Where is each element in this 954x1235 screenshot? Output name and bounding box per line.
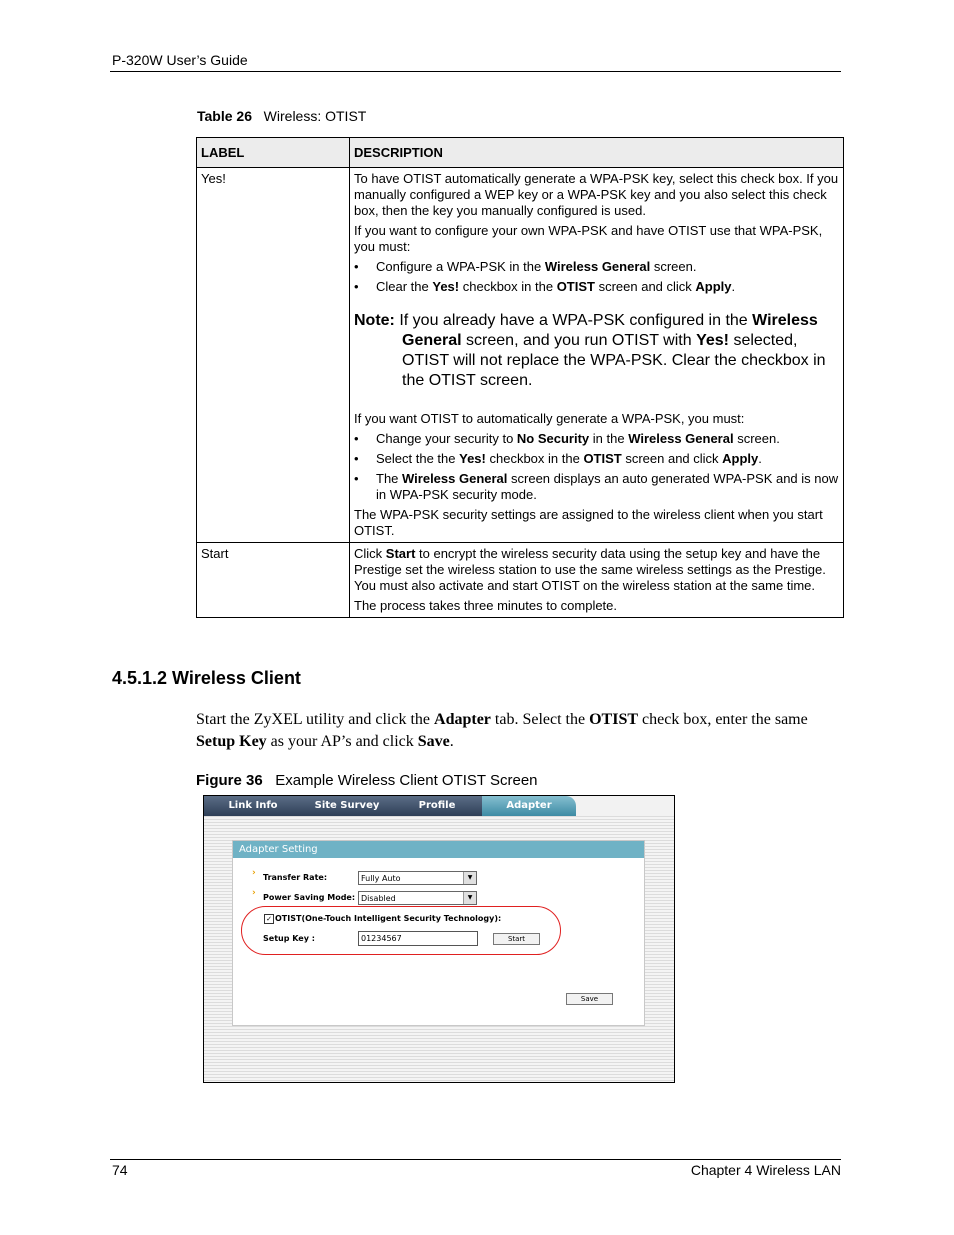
chevron-down-icon: ▼: [463, 892, 476, 904]
bullet-item: • Configure a WPA-PSK in the Wireless General screen.: [354, 259, 697, 274]
desc-paragraph: If you want to configure your own WPA-PSK and have OTIST use that WPA-PSK, you must:: [354, 223, 823, 254]
setup-key-input[interactable]: 01234567: [358, 931, 478, 946]
otist-screenshot: [203, 795, 675, 1083]
tab-site-survey[interactable]: Site Survey: [302, 796, 392, 816]
save-button[interactable]: Save: [566, 993, 613, 1005]
tab-profile[interactable]: Profile: [392, 796, 482, 816]
running-header: P-320W User’s Guide: [112, 52, 248, 68]
bullet-item: • The Wireless General screen displays an auto generated WPA-PSK and is now in WPA-PSK security mode.: [354, 471, 839, 502]
bullet-item: • Change your security to No Security in the Wireless General screen.: [354, 431, 780, 446]
bullet-item: • Select the the Yes! checkbox in the OTIST screen and click Apply.: [354, 451, 762, 466]
tab-adapter[interactable]: Adapter: [482, 796, 576, 816]
footer-rule: [110, 1159, 841, 1160]
row-label: Start: [197, 543, 350, 618]
otist-table: [196, 137, 844, 618]
table-header-row: [197, 138, 844, 168]
col-label-header: LABEL: [197, 138, 350, 168]
header-rule: [110, 71, 841, 72]
arrow-icon: ›: [252, 888, 256, 898]
arrow-icon: ›: [252, 868, 256, 878]
setup-key-label: Setup Key :: [263, 934, 315, 943]
power-saving-select[interactable]: Disabled ▼: [358, 891, 477, 905]
figure-caption: Figure 36 Example Wireless Client OTIST Screen: [196, 772, 538, 789]
section-heading: 4.5.1.2 Wireless Client: [112, 668, 301, 688]
row-description: [350, 168, 844, 543]
desc-paragraph: To have OTIST automatically generate a WPA-PSK key, select this check box. If you manually configured a WEP key or a WPA-PSK key and you also select this check box, then the key you manually configured is used.: [354, 171, 839, 218]
chapter-title: Chapter 4 Wireless LAN: [690, 1162, 841, 1178]
otist-label: OTIST(One-Touch Intelligent Security Technology):: [275, 914, 502, 923]
note-block: Note: If you already have a WPA-PSK configured in the Wireless General screen, and you run OTIST with Yes! selected, OTIST will not replace the WPA-PSK. Clear the checkbox in the OTIST screen.: [354, 312, 826, 389]
highlight-oval: [241, 906, 561, 955]
row-label: Yes!: [197, 168, 350, 543]
table-caption: Table 26 Wireless: OTIST: [197, 108, 367, 124]
table-row: [197, 168, 844, 543]
chevron-down-icon: ▼: [463, 872, 476, 884]
desc-paragraph: Click Start to encrypt the wireless security data using the setup key and have the Prestige set the wireless station to use the same wireless settings as the Prestige. You must also activate and start OTIST on the wireless station at the same time.: [354, 546, 826, 593]
otist-checkbox[interactable]: ✓: [264, 914, 274, 924]
bullet-item: • Clear the Yes! checkbox in the OTIST screen and click Apply.: [354, 279, 736, 294]
tab-bar: [204, 796, 674, 816]
page-number: 74: [112, 1162, 128, 1178]
transfer-rate-label: Transfer Rate:: [263, 873, 328, 882]
power-saving-label: Power Saving Mode:: [263, 893, 356, 902]
desc-paragraph: The WPA-PSK security settings are assigned to the wireless client when you start OTIST.: [354, 507, 823, 538]
body-paragraph: Start the ZyXEL utility and click the Adapter tab. Select the OTIST check box, enter the same Setup Key as your AP’s and click Save.: [196, 711, 808, 750]
panel-title: Adapter Setting: [233, 841, 644, 858]
row-description: [350, 543, 844, 618]
start-button[interactable]: Start: [493, 933, 540, 945]
table-row: [197, 543, 844, 618]
desc-paragraph: If you want OTIST to automatically generate a WPA-PSK, you must:: [354, 411, 745, 426]
tab-link-info[interactable]: Link Info: [204, 796, 302, 816]
col-description-header: DESCRIPTION: [350, 138, 844, 168]
desc-paragraph: The process takes three minutes to complete.: [354, 598, 618, 613]
transfer-rate-select[interactable]: Fully Auto ▼: [358, 871, 477, 885]
